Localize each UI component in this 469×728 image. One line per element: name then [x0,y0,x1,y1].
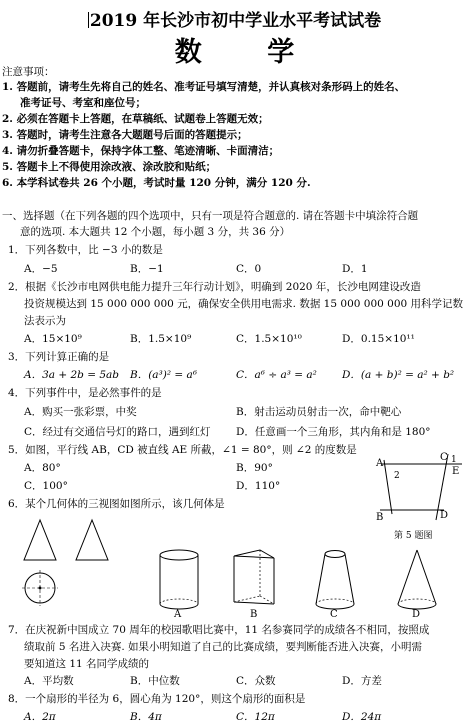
q5-figure [372,448,468,540]
notice-item: 1. 答题前，请考生先将自己的姓名、准考证号填写清楚，并认真核对条形码上的姓名、 [2,81,406,93]
q1-option-a: A．−5 [24,263,58,275]
top-view-center [39,587,42,590]
notice-item: 5. 答题卡上不得使用涂改液、涂改胶和贴纸； [2,161,217,173]
q3-option-b: B．(a³)² = a⁶ [130,369,198,381]
q1-option-c: C．0 [236,263,262,275]
q1-stem: 1．下列各数中，比 −3 小的数是 [8,244,163,256]
notice-heading: 注意事项： [2,66,55,78]
q5-figure-caption: 第 5 题图 [394,531,433,540]
notice-item: 准考证号、考室和座位号； [20,97,146,109]
notice-item: 3. 答题时，请考生注意各大题题号后面的答题提示； [2,129,248,141]
choice-label-b: B [250,609,258,618]
subject-title: 数 学 [174,37,323,68]
q4-option-d: D．任意画一个三角形，其内角和是 180° [236,426,431,438]
q4-stem: 4．下列事件中，是必然事件的是 [8,387,162,399]
choice-label-a: A [174,609,182,618]
q6-choice-a-cylinder [156,548,202,618]
fig-label-e: E [452,466,460,477]
q4-option-c: C．经过有交通信号灯的路口，遇到红灯 [24,426,211,438]
q2-option-c: C．1.5×10¹⁰ [236,333,302,345]
q8-stem: 8．一个扇形的半径为 6，圆心角为 120°，则这个扇形的面积是 [8,693,306,705]
fig-label-d: D [440,510,449,521]
q2-option-a: A．15×10⁹ [24,333,82,345]
q1-option-b: B．−1 [130,263,164,275]
choice-label-c: C [330,609,338,618]
q8-option-d: D．24π [342,711,382,723]
q2-line2: 投资规模达到 15 000 000 000 元，确保安全供用电需求. 数据 15 000 000 000 用科学记数 [24,298,464,310]
q1-option-d: D．1 [342,263,368,275]
q3-option-d: D．(a + b)² = a² + b² [342,369,455,381]
q7-option-c: C．众数 [236,675,276,687]
q6-choice-b-prism [230,548,280,618]
q3-option-a: A．3a + 2b = 5ab [24,369,120,381]
q7-option-d: D．方差 [342,675,382,687]
notice-item: 2. 必须在答题卡上答题，在草稿纸、试题卷上答题无效； [2,113,269,125]
q5-option-b: B．90° [236,462,273,474]
q3-option-c: C．a⁶ ÷ a³ = a² [236,369,317,381]
q7-line3: 要知道这 11 名同学成绩的 [24,658,150,670]
fig-label-c: C [440,452,448,463]
q6-choice-c-frustum [312,548,358,618]
notice-item: 4. 请勿折叠答题卡，保持字体工整、笔迹清晰、卡面清洁； [2,145,280,157]
q2-line1: 2．根据《长沙市电网供电能力提升三年行动计划》，明确到 2020 年，长沙电网建设改造 [8,281,421,293]
q7-option-b: B．中位数 [130,675,180,687]
side-view-triangle [76,520,108,560]
q6-choice-d-cone [394,548,440,618]
q7-line2: 绩取前 5 名进入决赛. 如果小明知道了自己的比赛成绩，要判断能否进入决赛，小明需 [24,641,423,653]
q2-option-d: D．0.15×10¹¹ [342,333,415,345]
q5-option-d: D．110° [236,480,281,492]
choice-label-d: D [412,609,421,618]
section-intro-line2: 意的选项. 本大题共 12 个小题，每小题 3 分，共 36 分） [20,226,291,238]
q8-option-b: B．4π [130,711,162,723]
line-ab-side [384,460,392,514]
q5-option-c: C．100° [24,480,68,492]
q5-option-a: A．80° [24,462,61,474]
section-intro-line1: 一、选择题（在下列各题的四个选项中，只有一项是符合题意的. 请在答题卡中填涂符合题 [2,210,419,222]
fig-label-1: 1 [451,455,457,465]
front-view-triangle [24,520,56,560]
q2-option-b: B．1.5×10⁹ [130,333,192,345]
exam-title-text: 2019 年长沙市初中学业水平考试试卷 [89,11,382,31]
q2-line3: 法表示为 [24,315,66,327]
exam-title [0,6,469,31]
q6-three-views [20,516,140,616]
fig-label-2: 2 [394,471,400,481]
notice-item: 6. 本学科试卷共 26 个小题，考试时量 120 分钟，满分 120 分. [2,177,311,189]
q4-option-a: A．购买一张彩票，中奖 [24,406,137,418]
text-cursor [88,12,89,28]
q6-stem: 6．某个几何体的三视图如图所示，该几何体是 [8,498,225,510]
fig-label-b: B [376,512,384,523]
q5-stem: 5．如图，平行线 AB，CD 被直线 AE 所截，∠1 = 80°，则 ∠2 的度数是 [8,444,357,456]
notice-list [2,79,467,191]
q3-stem: 3．下列计算正确的是 [8,351,110,363]
q4-option-b: B．射击运动员射击一次，命中靶心 [236,406,402,418]
q8-option-c: C．12π [236,711,275,723]
q7-option-a: A．平均数 [24,675,74,687]
fig-label-a: A [376,458,384,469]
q7-line1: 7．在庆祝新中国成立 70 周年的校园歌唱比赛中，11 名参赛同学的成绩各不相同，按照成 [8,624,430,636]
q8-option-a: A．2π [24,711,56,723]
